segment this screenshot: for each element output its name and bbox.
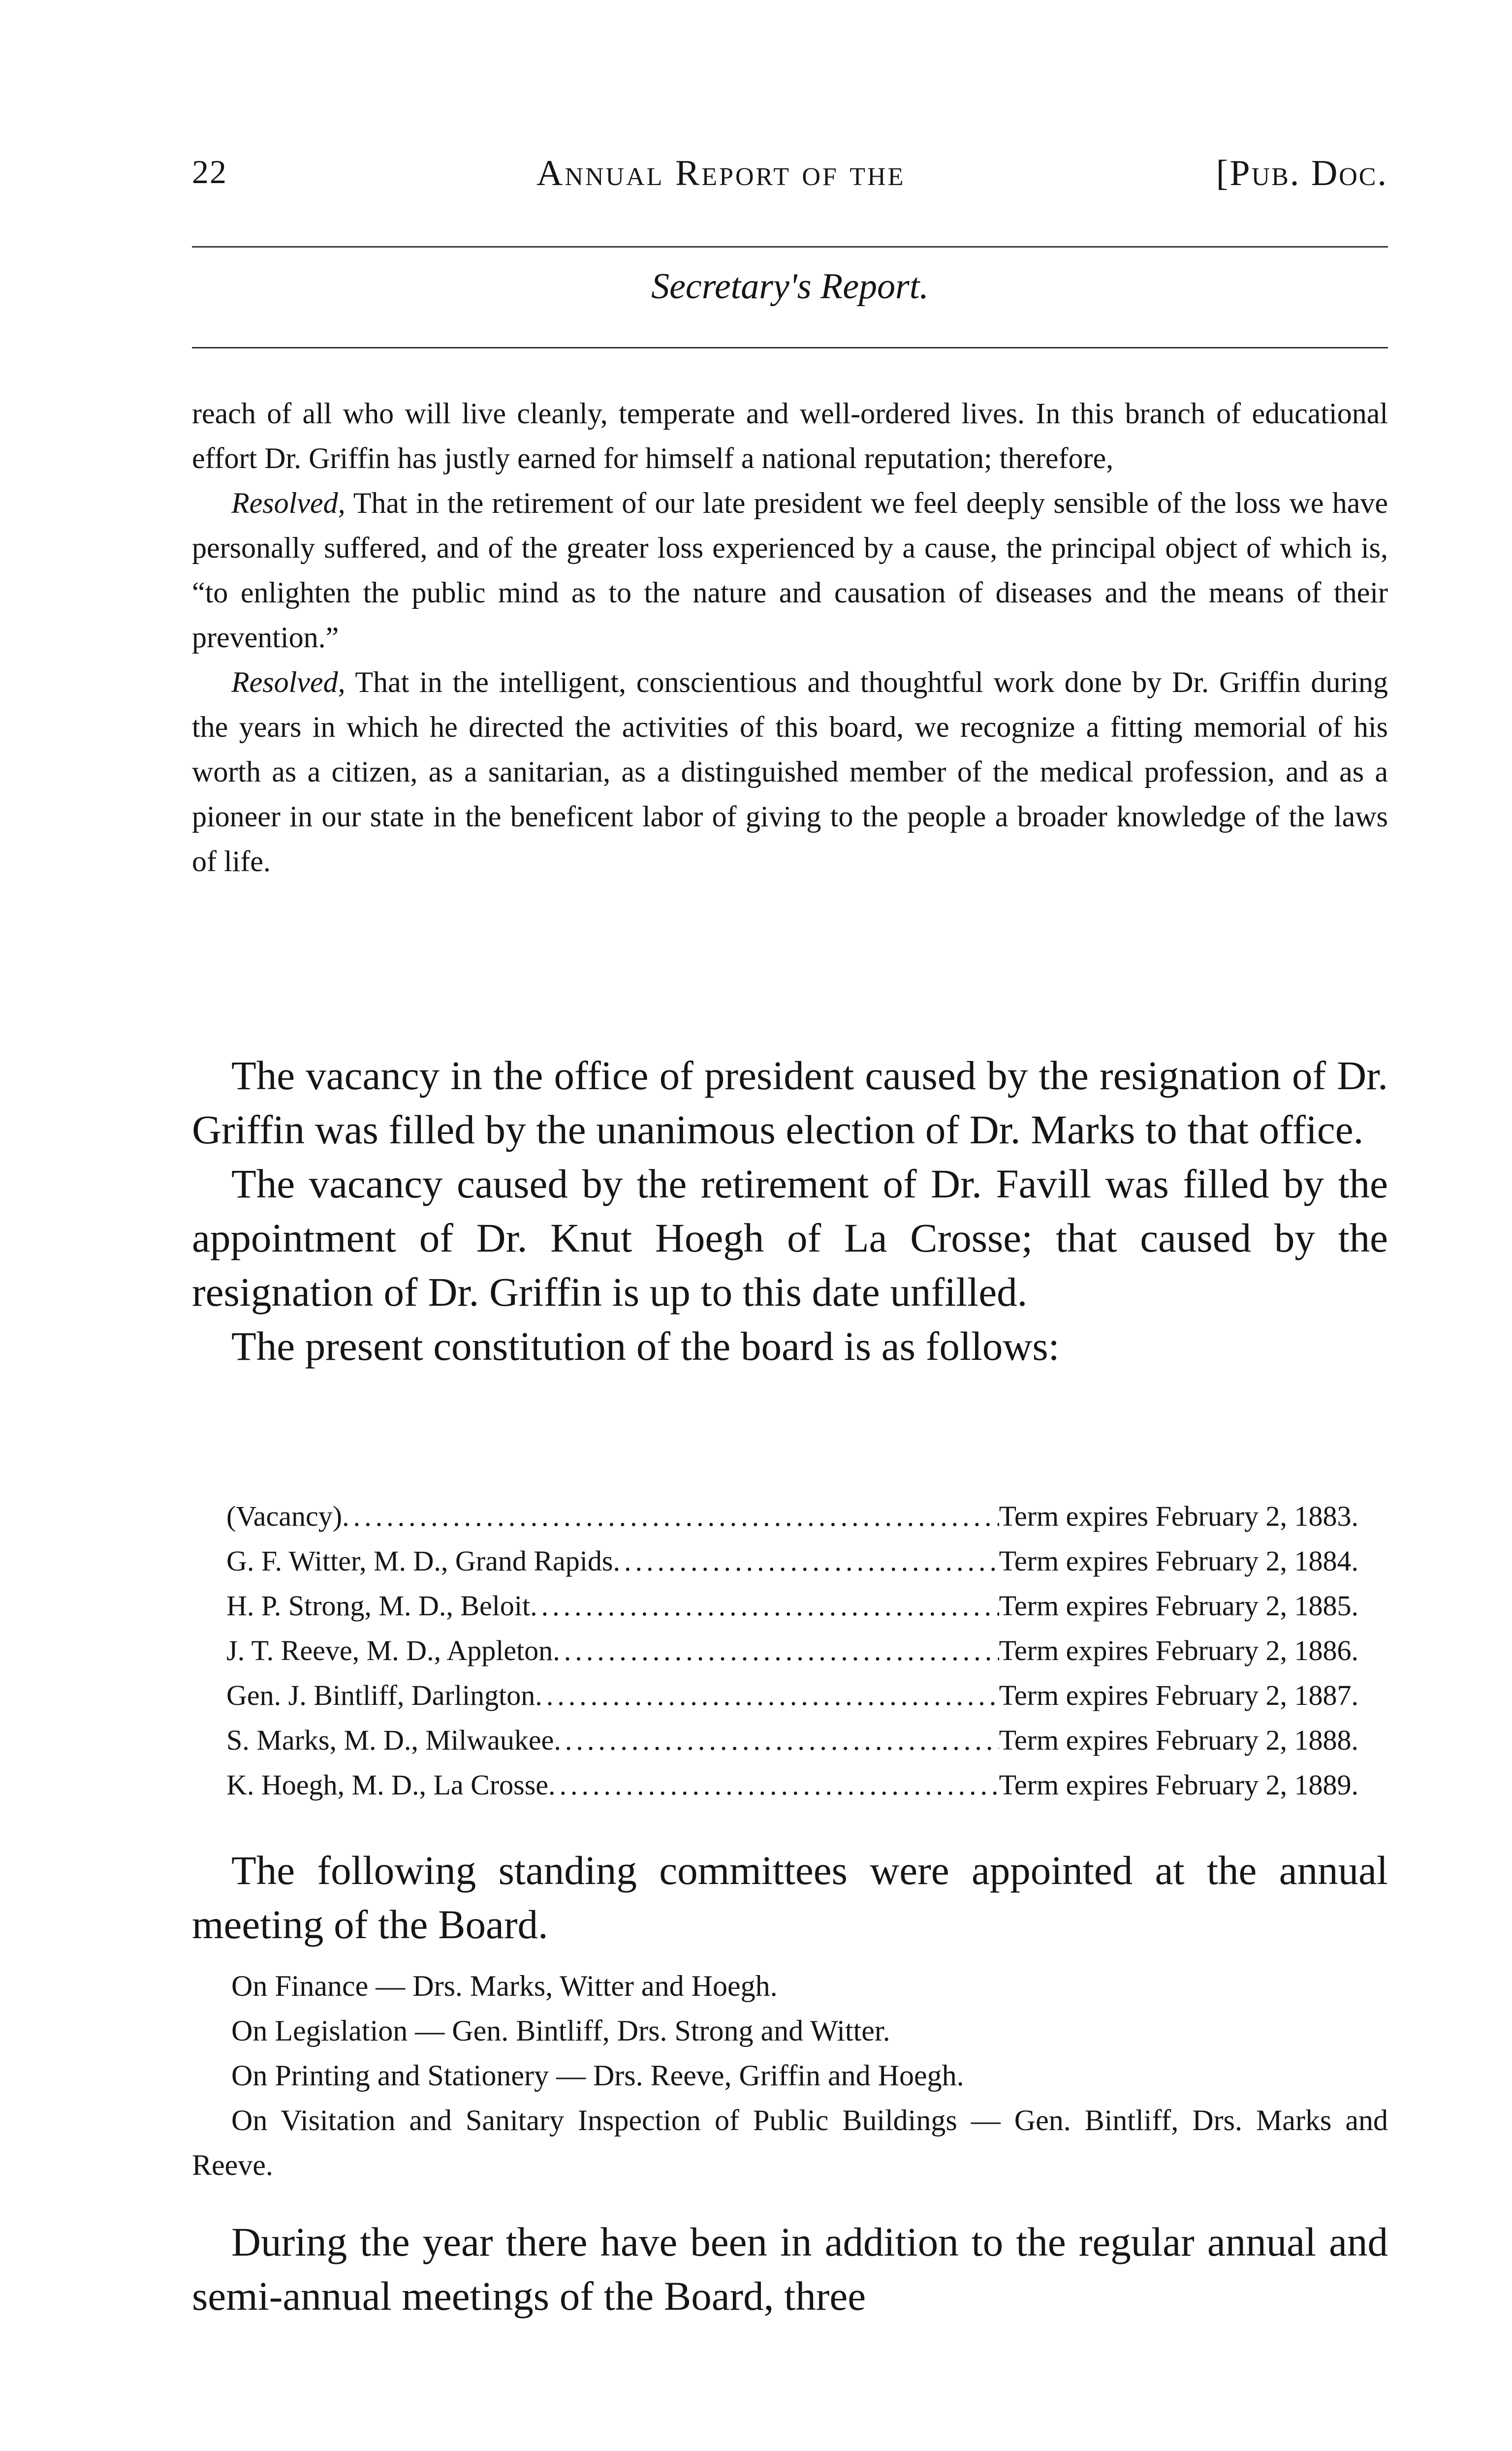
closing-paragraph: During the year there have been in addition to the regular annual and semi-annual meetings of the Board, three: [192, 2219, 1388, 2319]
resolved-label: Resolved,: [231, 666, 346, 698]
committee-item: On Finance — Drs. Marks, Witter and Hoegh.: [231, 1970, 778, 2002]
member-row: S. Marks, M. D., Milwaukee ..... Term expires February 2, 1888.: [226, 1718, 1358, 1762]
document-label: [Pub. Doc.: [1216, 153, 1388, 193]
resolution-one-text: That in the retirement of our late president we feel deeply sensible of the loss we have personally suffered, and of the greater loss experienced by a cause, the principal object of which is, “to enlighten the public mind as to the nature and causation of diseases and the means of their prevention.”: [192, 487, 1388, 654]
running-title: Annual Report of the: [536, 153, 906, 193]
committee-item: On Printing and Stationery — Drs. Reeve, Griffin and Hoegh.: [231, 2059, 964, 2092]
resolutions-block: [192, 391, 1388, 884]
section-title: Secretary's Report.: [651, 266, 929, 307]
closing-block: [192, 2215, 1388, 2323]
board-members-list: [226, 1494, 1358, 1807]
vacancy-paragraphs: [192, 1048, 1388, 1373]
resolved-label: Resolved,: [231, 487, 346, 519]
paragraph-constitution: The present constitution of the board is as follows:: [231, 1323, 1060, 1369]
member-row: J. T. Reeve, M. D., Appleton ..... Term expires February 2, 1886.: [226, 1628, 1358, 1673]
resolution-one: [192, 481, 1388, 660]
member-row: K. Hoegh, M. D., La Crosse ..... Term expires February 2, 1889.: [226, 1762, 1358, 1807]
member-row: H. P. Strong, M. D., Beloit ..... Term expires February 2, 1885.: [226, 1583, 1358, 1628]
paragraph-vacancy-president: The vacancy in the office of president caused by the resignation of Dr. Griffin was filled by the unanimous election of Dr. Marks to that office.: [192, 1053, 1388, 1152]
paragraph-vacancy-favill: The vacancy caused by the retirement of Dr. Favill was filled by the appointment of Dr. Knut Hoegh of La Crosse; that caused by the resignation of Dr. Griffin is up to this date unfilled.: [192, 1161, 1388, 1315]
member-row: G. F. Witter, M. D., Grand Rapids ..... Term expires February 2, 1884.: [226, 1539, 1358, 1583]
running-header: [192, 143, 1388, 202]
committees-intro: The following standing committees were appointed at the annual meeting of the Board.: [192, 1848, 1388, 1947]
committees-list: [192, 1964, 1388, 2188]
member-row: Gen. J. Bintliff, Darlington ..... Term expires February 2, 1887.: [226, 1673, 1358, 1718]
resolution-two-text: That in the intelligent, conscientious and thoughtful work done by Dr. Griffin during the years in which he directed the activities of this board, we recognize a fitting memorial of his worth as a citizen, as a sanitarian, as a distinguished member of the medical profession, and as a pioneer in our state in the beneficent labor of giving to the people a broader knowledge of the laws of life.: [192, 666, 1388, 878]
resolution-two: [192, 660, 1388, 884]
member-row: (Vacancy) ..... Term expires February 2, 1883.: [226, 1494, 1358, 1539]
committee-item: On Visitation and Sanitary Inspection of Public Buildings — Gen. Bintliff, Drs. Marks and Reeve.: [192, 2104, 1388, 2181]
opening-text: reach of all who will live cleanly, temperate and well-ordered lives. In this branch of educational effort Dr. Griffin has justly earned for himself a national reputation; therefore,: [192, 397, 1388, 474]
page-number: 22: [192, 153, 227, 190]
committees-intro-block: [192, 1843, 1388, 1951]
committee-item: On Legislation — Gen. Bintliff, Drs. Strong and Witter.: [231, 2014, 890, 2047]
header-rule-bottom: [192, 347, 1388, 348]
header-rule-top: [192, 246, 1388, 248]
